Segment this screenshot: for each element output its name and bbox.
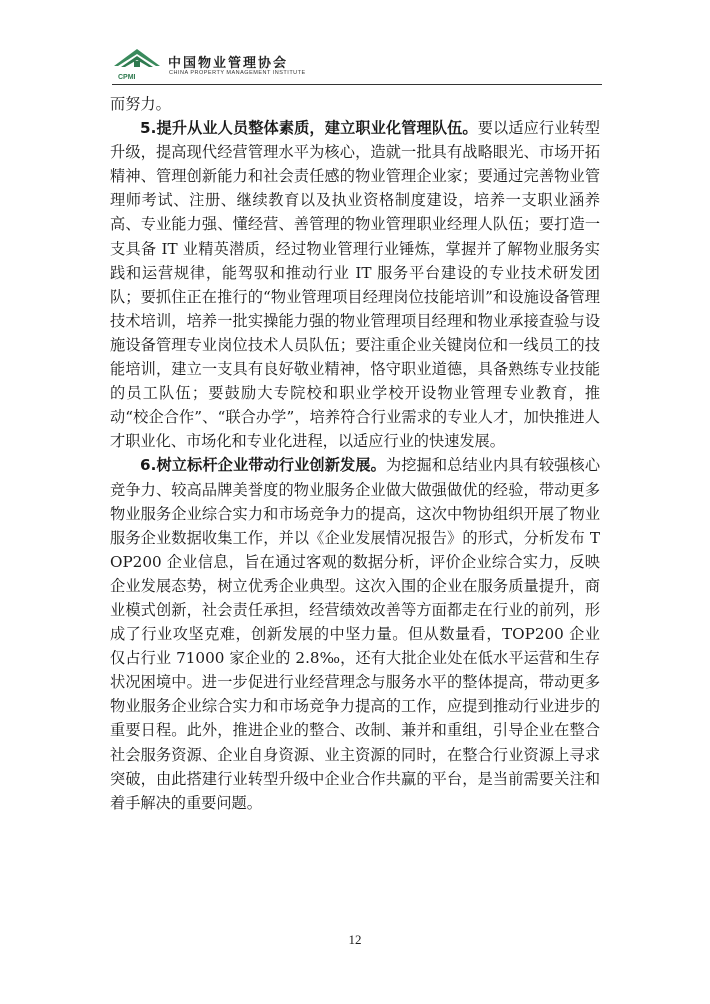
page-number: 12 [348, 932, 362, 947]
section-5-heading: 5.提升从业人员整体素质，建立职业化管理队伍。 [140, 119, 478, 138]
section-5-text: 要以适应行业转型升级，提高现代经营管理水平为核心，造就一批具有战略眼光、市场开拓精神、管理创新能力和社会责任感的物业管理企业家；要通过完善物业管理师考试、注册、继续教育以及执业资格制度建设，培养一支职业涵养高、专业能力强、懂经营、善管理的物业管理职业经理人队伍；要打造一支具备 IT 业精英潜质，经过物业管理行业锤炼，掌握并了解物业服务实践和运营规律，能驾驭和推动行业 IT 服务平台建设的专业技术研发团队；要抓住正在推行的“物业管理项目经理岗位技能培训”和设施设备管理技术培训，培养一批实操能力强的物业管理项目经理和物业承接查验与设施设备管理专业岗位技术人员队伍；要注重企业关键岗位和一线员工的技能培训，建立一支具有良好敬业精神，恪守职业道德，具备熟练专业技能的员工队伍；要鼓励大专院校和职业学校开设物业管理专业教育，推动“校企合作”、“联合办学”，培养符合行业需求的专业人才，加快推进人才职业化、市场化和专业化进程，以适应行业的快速发展。 [110, 119, 600, 451]
section-5-paragraph [110, 116, 600, 453]
body-text [110, 92, 600, 815]
page-header [112, 46, 622, 86]
continuation-paragraph [110, 92, 600, 116]
org-name-cn: 中国物业管理协会 [168, 56, 289, 71]
header-divider [112, 84, 602, 85]
section-6-heading: 6.树立标杆企业带动行业创新发展。 [140, 456, 386, 475]
section-6-paragraph [110, 453, 600, 814]
continuation-text: 而努力。 [110, 95, 171, 113]
logo-text: CPMI [118, 74, 136, 81]
section-6-text: 为挖掘和总结业内具有较强核心竞争力、较高品牌美誉度的物业服务企业做大做强做优的经验，带动更多物业服务企业综合实力和市场竞争力的提高，这次中物协组织开展了物业服务企业数据收集工作，并以《企业发展情况报告》的形式，分析发布 TOP200 企业信息，旨在通过客观的数据分析，评价企业综合实力，反映企业发展态势，树立优秀企业典型。这次入围的企业在服务质量提升，商业模式创新，社会责任承担，经营绩效改善等方面都走在行业的前列，形成了行业攻坚克难，创新发展的中坚力量。但从数量看，TOP200 企业仅占行业 71000 家企业的 2.8‰，还有大批企业处在低水平运营和生存状况困境中。进一步促进行业经营理念与服务水平的整体提高，带动更多物业服务企业综合实力和市场竞争力提高的工作，应提到推动行业进步的重要日程。此外，推进企业的整合、改制、兼并和重组，引导企业在整合社会服务资源、企业自身资源、业主资源的同时，在整合行业资源上寻求突破，由此搭建行业转型升级中企业合作共赢的平台，是当前需要关注和着手解决的重要问题。 [110, 456, 601, 812]
org-name-en: CHINA PROPERTY MANAGEMENT INSTITUTE [169, 70, 306, 76]
